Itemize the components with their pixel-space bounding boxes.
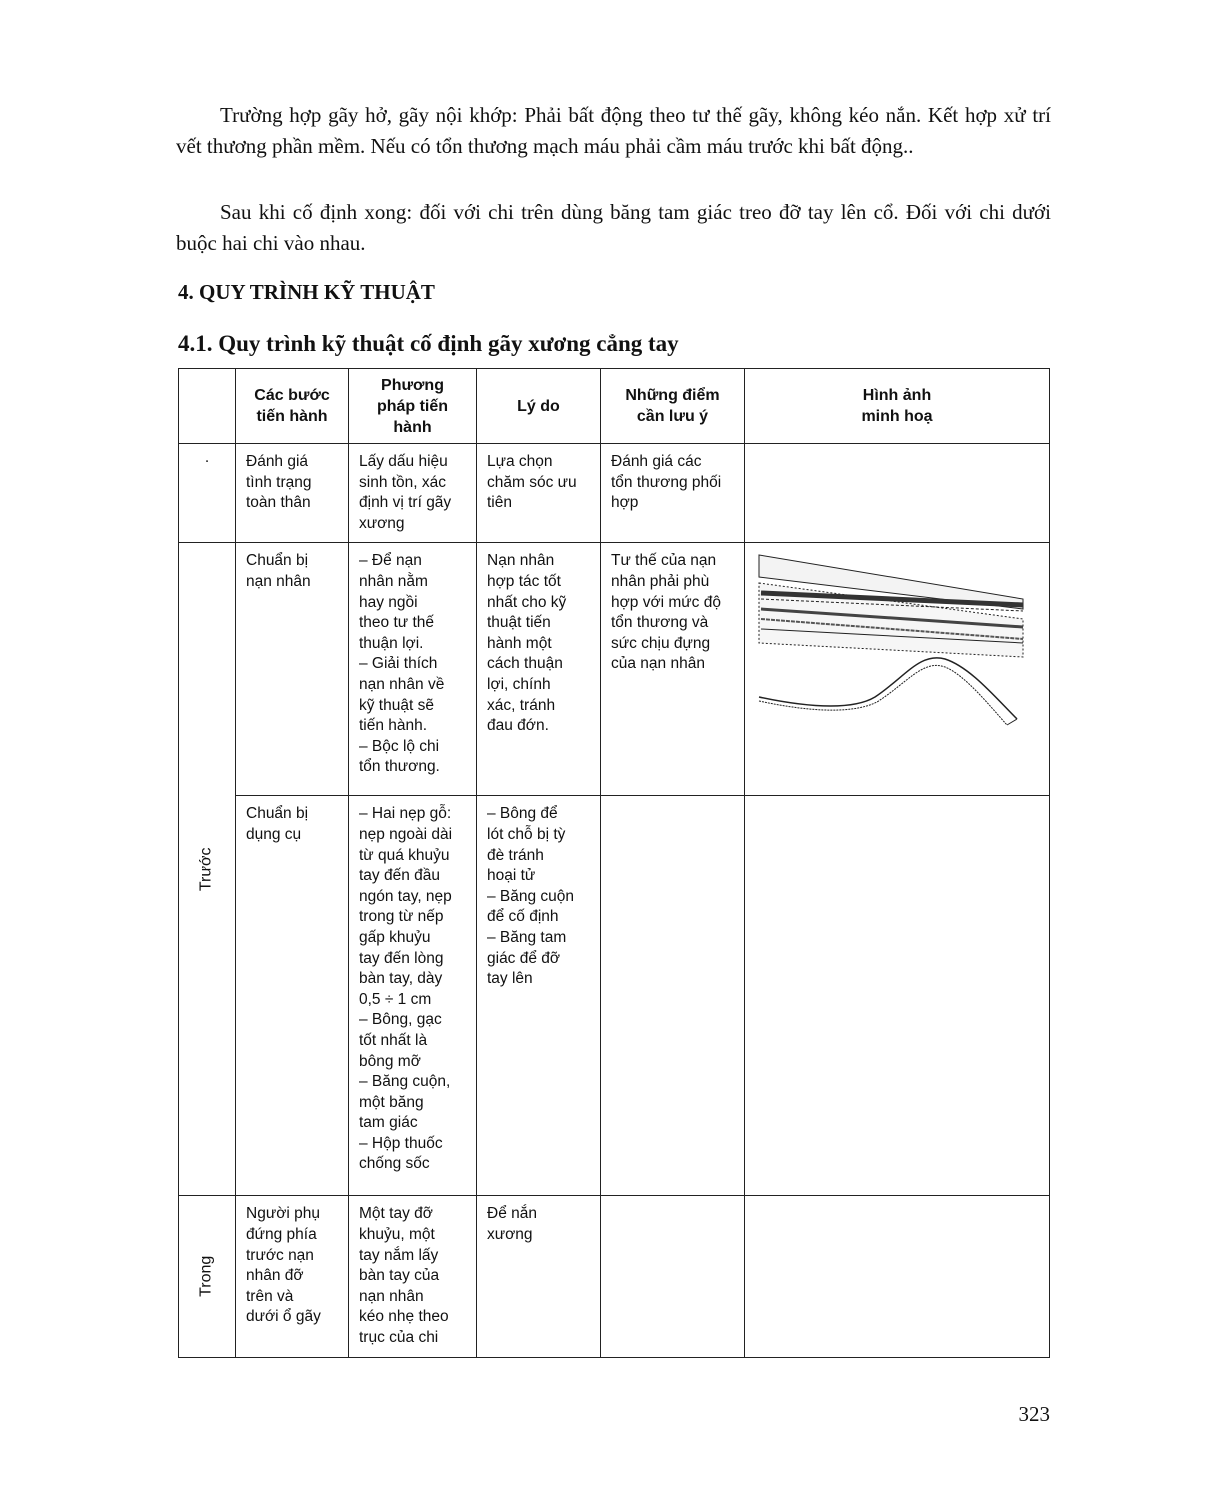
cell-notes: Đánh giá các tổn thương phối hợp [601,444,745,543]
cell-step: Đánh giá tình trạng toàn thân [236,444,349,543]
phase-cell-during [179,1196,236,1357]
phase-marker-cell [179,444,236,543]
header-method: Phương pháp tiến hành [349,369,477,444]
cell-method: Một tay đỡ khuỷu, một tay nắm lấy bàn tay của nạn nhân kéo nhẹ theo trục của chi [349,1196,477,1357]
cell-step: Người phụ đứng phía trước nạn nhân đỡ trên và dưới ổ gãy [236,1196,349,1357]
cell-method: – Để nạn nhân nằm hay ngồi theo tư thế thuận lợi. – Giải thích nạn nhân về kỹ thuật sẽ tiến hành. – Bộc lộ chi tổn thương. [349,543,477,796]
cell-illustration [745,1196,1050,1357]
header-notes: Những điểm cần lưu ý [601,369,745,444]
cell-step: Chuẩn bị dụng cụ [236,796,349,1196]
header-illustration: Hình ảnh minh hoạ [745,369,1050,444]
paragraph-open-fracture: Trường hợp gãy hở, gãy nội khớp: Phải bất động theo tư thế gãy, không kéo nắn. Kết hợp xử trí vết thương phần mềm. Nếu có tổn thương mạch máu phải cầm máu trước khi bất động.. [176,103,1051,158]
cell-illustration [745,444,1050,543]
cell-notes [601,796,745,1196]
table-row [179,444,1050,543]
cell-method: – Hai nẹp gỗ: nẹp ngoài dài từ quá khuỷu tay đến đầu ngón tay, nẹp trong từ nếp gấp khuỷu tay đến lòng bàn tay, dày 0,5 ÷ 1 cm – Bông, gạc tốt nhất là bông mỡ – Băng cuộn, một băng tam giác – Hộp thuốc chống sốc [349,796,477,1196]
paragraph-after-fixation: Sau khi cố định xong: đối với chi trên dùng băng tam giác treo đỡ tay lên cổ. Đối với chi dưới buộc hai chi vào nhau. [176,200,1051,255]
phase-label-during: Trong [197,1255,215,1298]
phase-dot: . [204,449,210,466]
cell-reason: Lựa chọn chăm sóc ưu tiên [477,444,601,543]
cell-step: Chuẩn bị nạn nhân [236,543,349,796]
cell-reason: – Bông để lót chỗ bị tỳ đè tránh hoại tử – Băng cuộn để cố định – Băng tam giác để đỡ tay lên [477,796,601,1196]
table-header-row [179,369,1050,444]
cell-notes [601,1196,745,1357]
phase-label-before: Trước [197,847,215,892]
header-reason: Lý do [477,369,601,444]
header-phase [179,369,236,444]
page-number: 323 [1018,1402,1050,1426]
header-steps: Các bước tiến hành [236,369,349,444]
splint-illustration-icon [755,547,1035,727]
cell-method: Lấy dấu hiệu sinh tồn, xác định vị trí gãy xương [349,444,477,543]
cell-illustration [745,543,1050,796]
cell-reason: Nạn nhân hợp tác tốt nhất cho kỹ thuật tiến hành một cách thuận lợi, chính xác, tránh đau đớn. [477,543,601,796]
table-row [179,796,1050,1196]
subsection-heading: 4.1. Quy trình kỹ thuật cố định gãy xương cẳng tay [178,331,679,356]
phase-cell-before [179,543,236,1196]
table-row [179,543,1050,796]
procedure-table [178,368,1050,1358]
table-row [179,1196,1050,1357]
section-heading: 4. QUY TRÌNH KỸ THUẬT [178,280,435,304]
cell-reason: Để nắn xương [477,1196,601,1357]
cell-illustration [745,796,1050,1196]
cell-notes: Tư thế của nạn nhân phải phù hợp với mức độ tổn thương và sức chịu đựng của nạn nhân [601,543,745,796]
